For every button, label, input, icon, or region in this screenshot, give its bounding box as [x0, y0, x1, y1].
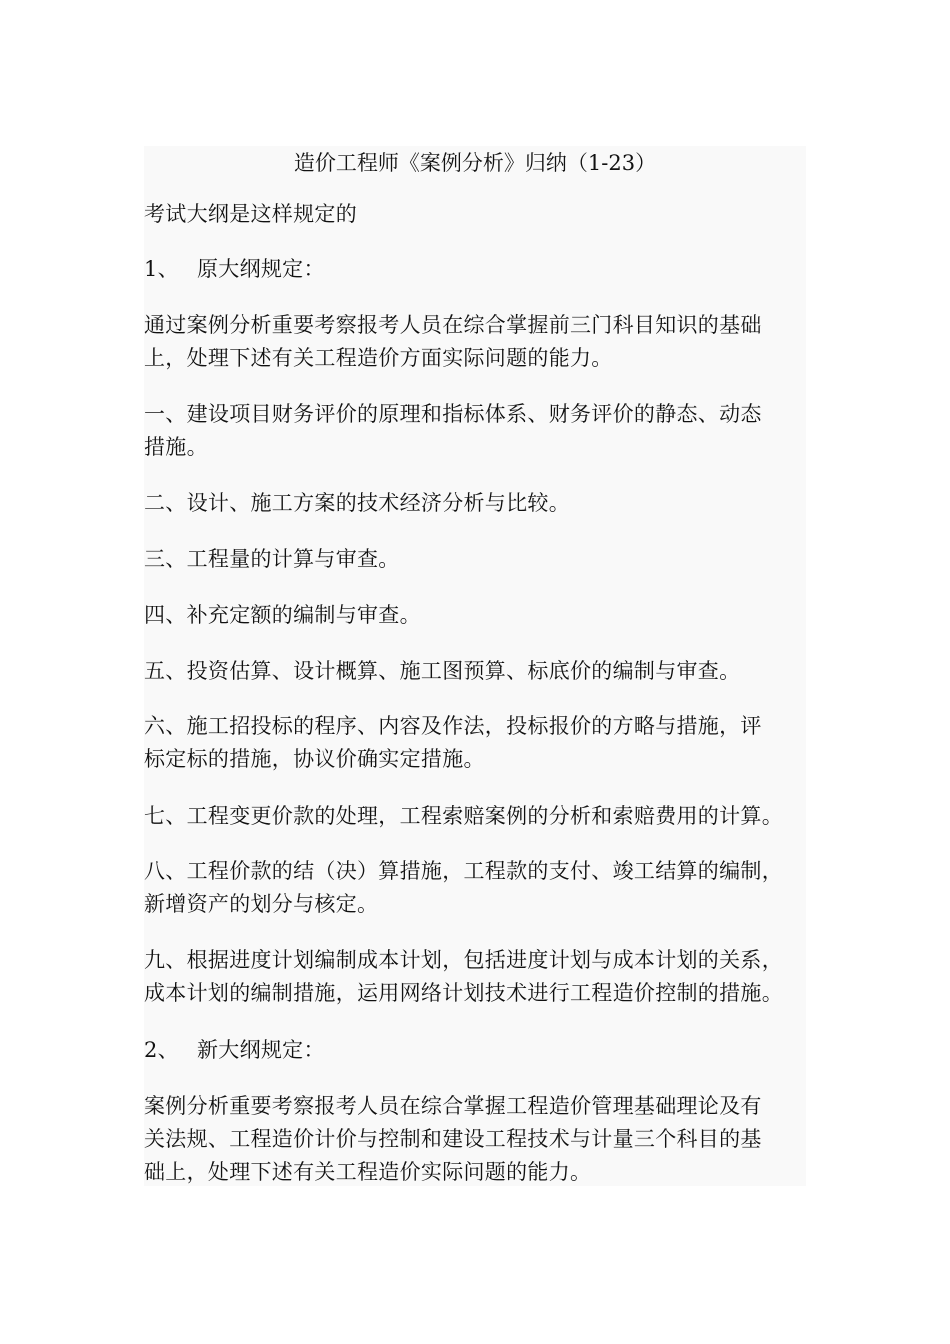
section1-number: 1、 — [144, 257, 179, 281]
paragraph-line: 案例分析重要考察报考人员在综合掌握工程造价管理基础理论及有 — [144, 1094, 762, 1118]
paragraph-line: 二、设计、施工方案的技术经济分析与比较。 — [144, 491, 570, 515]
paragraph-line: 五、投资估算、设计概算、施工图预算、标底价的编制与审查。 — [144, 659, 741, 683]
document-body — [144, 146, 806, 1186]
paragraph-line: 六、施工招投标的程序、内容及作法，投标报价的方略与措施，评 — [144, 714, 762, 738]
paragraph-line: 础上，处理下述有关工程造价实际问题的能力。 — [144, 1160, 592, 1184]
paragraph-line: 八、工程价款的结（决）算措施，工程款的支付、竣工结算的编制， — [144, 859, 783, 883]
list-item-2 — [144, 487, 812, 520]
list-item-3 — [144, 543, 812, 576]
paragraph-line: 四、补充定额的编制与审查。 — [144, 603, 421, 627]
paragraph-line: 关法规、工程造价计价与控制和建设工程技术与计量三个科目的基 — [144, 1127, 762, 1151]
section1-heading — [144, 253, 812, 286]
paragraph-line: 三、工程量的计算与审查。 — [144, 547, 400, 571]
paragraph-line: 九、根据进度计划编制成本计划，包括进度计划与成本计划的关系， — [144, 948, 783, 972]
intro-text: 考试大纲是这样规定的 — [144, 202, 357, 226]
paragraph-line: 上，处理下述有关工程造价方面实际问题的能力。 — [144, 346, 613, 370]
section2-number: 2、 — [144, 1038, 179, 1062]
paragraph-line: 通过案例分析重要考察报考人员在综合掌握前三门科目知识的基础 — [144, 313, 762, 337]
list-item-7 — [144, 800, 812, 833]
section1-heading-text: 原大纲规定： — [196, 257, 325, 281]
list-item-5 — [144, 655, 812, 688]
list-item-1 — [144, 398, 812, 464]
list-item-6 — [144, 710, 812, 776]
section2-heading-text: 新大纲规定： — [196, 1038, 325, 1062]
page-title: 造价工程师《案例分析》归纳（1-23） — [293, 151, 657, 175]
paragraph-line: 成本计划的编制措施，运用网络计划技术进行工程造价控制的措施。 — [144, 981, 783, 1005]
paragraph-line: 标定标的措施，协议价确实定措施。 — [144, 747, 485, 771]
section2-intro-paragraph — [144, 1090, 812, 1189]
paragraph-line: 七、工程变更价款的处理，工程索赔案例的分析和索赔费用的计算。 — [144, 804, 783, 828]
paragraph-line: 新增资产的划分与核定。 — [144, 892, 379, 916]
paragraph-line: 一、建设项目财务评价的原理和指标体系、财务评价的静态、动态 — [144, 402, 762, 426]
paragraph-line: 措施。 — [144, 435, 208, 459]
section1-intro-paragraph — [144, 309, 812, 375]
list-item-9 — [144, 944, 812, 1010]
list-item-8 — [144, 855, 812, 921]
list-item-4 — [144, 599, 812, 632]
section2-heading — [144, 1034, 812, 1067]
